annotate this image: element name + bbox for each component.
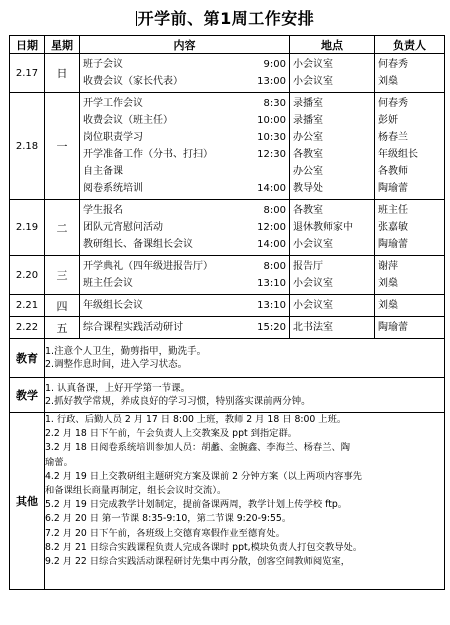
content-line <box>83 180 286 197</box>
person-line <box>378 219 441 236</box>
place-cell <box>290 295 375 317</box>
content-text: 综合课程实践活动研讨 <box>83 322 183 333</box>
row-date: 2.18 <box>10 93 45 200</box>
place-cell-inner <box>290 93 374 199</box>
content-cell-inner <box>80 256 289 294</box>
place-cell <box>290 93 375 200</box>
person-line <box>378 146 441 163</box>
person-cell <box>375 200 445 256</box>
person-text: 杨春兰 <box>378 132 408 143</box>
content-text: 开学工作会议 <box>83 98 143 109</box>
place-text: 各教室 <box>293 205 323 216</box>
time-text: 14:00 <box>257 239 286 250</box>
person-text: 何春秀 <box>378 59 408 70</box>
person-cell <box>375 256 445 295</box>
content-line <box>83 202 286 219</box>
row-weekday: 二 <box>45 200 80 256</box>
person-cell-inner <box>375 317 444 338</box>
row-weekday: 四 <box>45 295 80 317</box>
place-cell-inner <box>290 295 374 316</box>
header-row <box>10 36 445 54</box>
content-line <box>83 129 286 146</box>
content-line <box>83 275 286 292</box>
header-person: 负责人 <box>375 36 445 54</box>
person-text: 谢萍 <box>378 261 398 272</box>
title-text: 开学前、第1周工作安排 <box>137 9 315 28</box>
content-text: 阅卷系统培训 <box>83 183 143 194</box>
person-cell-inner <box>375 256 444 294</box>
row-weekday: 日 <box>45 54 80 93</box>
person-line <box>378 95 441 112</box>
other-label: 其他 <box>10 413 45 590</box>
other-line: 2.2 月 18 日下午前，午会负责人上交教案及 ppt 到指定群。 <box>45 428 298 440</box>
time-text: 8:00 <box>263 261 286 272</box>
time-text <box>246 163 286 180</box>
row-weekday: 一 <box>45 93 80 200</box>
other-line: 8.2 月 21 日综合实践课程负责人完成各课时 ppt,模块负责人打包交教导处。 <box>45 541 363 553</box>
content-text: 岗位职责学习 <box>83 132 143 143</box>
text-cursor <box>136 11 137 26</box>
row-date: 2.21 <box>10 295 45 317</box>
schedule-row <box>10 295 445 317</box>
teaching-label: 教学 <box>10 378 45 413</box>
content-text: 收费会议（家长代表） <box>83 76 183 87</box>
other-line: 7.2 月 20 日下午前，各班级上交德育寒假作业至德育处。 <box>45 527 286 539</box>
place-line <box>293 297 371 314</box>
place-cell-inner <box>290 256 374 294</box>
time-text: 13:00 <box>257 76 286 87</box>
place-line <box>293 112 371 129</box>
content-text: 班子会议 <box>83 59 123 70</box>
content-line <box>83 219 286 236</box>
content-text: 开学典礼（四年级进报告厅） <box>83 261 213 272</box>
time-text: 9:00 <box>263 59 286 70</box>
person-cell <box>375 295 445 317</box>
place-text: 退休教师家中 <box>293 222 353 233</box>
header-date: 日期 <box>10 36 45 54</box>
place-cell <box>290 317 375 339</box>
row-weekday: 五 <box>45 317 80 339</box>
header-weekday: 星期 <box>45 36 80 54</box>
place-line <box>293 146 371 163</box>
person-text: 刘燊 <box>378 278 398 289</box>
person-text: 班主任 <box>378 205 408 216</box>
place-line <box>293 95 371 112</box>
person-line <box>378 163 441 180</box>
place-text: 小会议室 <box>293 239 333 250</box>
content-text: 开学准备工作（分书、打扫） <box>83 149 213 160</box>
teaching-notes <box>45 378 445 413</box>
teaching-line: 2.抓好教学常规，养成良好的学习习惯，特别落实课前两分钟。 <box>45 396 311 407</box>
time-text: 14:00 <box>257 183 286 194</box>
schedule-row <box>10 256 445 295</box>
person-line <box>378 202 441 219</box>
other-line: 瑜蕾。 <box>45 456 73 468</box>
other-notes <box>45 413 445 590</box>
place-text: 办公室 <box>293 132 323 143</box>
place-line <box>293 219 371 236</box>
person-line <box>378 275 441 292</box>
person-text: 陶瑜蕾 <box>378 183 408 194</box>
time-text: 10:30 <box>257 132 286 143</box>
place-line <box>293 319 371 336</box>
time-text: 8:00 <box>263 205 286 216</box>
place-line <box>293 275 371 292</box>
other-line: 3.2 月 18 日阅卷系统培训参加人员：胡蠡、金腕鑫、李海兰、杨春兰、陶 <box>45 442 351 454</box>
schedule-row <box>10 54 445 93</box>
content-line <box>83 297 286 314</box>
time-text: 13:10 <box>257 300 286 311</box>
content-cell <box>80 317 290 339</box>
place-line <box>293 163 371 180</box>
row-date: 2.22 <box>10 317 45 339</box>
row-date: 2.17 <box>10 54 45 93</box>
person-text: 刘燊 <box>378 300 398 311</box>
person-line <box>378 180 441 197</box>
place-line <box>293 180 371 197</box>
place-text: 录播室 <box>293 115 323 126</box>
teaching-line: 1. 认真备课，上好开学第一节课。 <box>45 383 191 394</box>
place-cell-inner <box>290 200 374 255</box>
time-text: 10:00 <box>257 115 286 126</box>
content-text: 团队元宵慰问活动 <box>83 222 163 233</box>
content-line <box>83 146 286 163</box>
place-line <box>293 129 371 146</box>
education-line: 1.注意个人卫生，勤剪指甲，勤洗手。 <box>45 346 207 357</box>
row-weekday: 三 <box>45 256 80 295</box>
content-cell <box>80 256 290 295</box>
person-line <box>378 236 441 253</box>
person-line <box>378 297 441 314</box>
person-line <box>378 129 441 146</box>
education-line: 2.调整作息时间，进入学习状态。 <box>45 359 188 370</box>
teaching-row <box>10 378 445 413</box>
document-title <box>0 6 450 29</box>
education-row <box>10 339 445 378</box>
content-line <box>83 236 286 253</box>
header-content: 内容 <box>80 36 290 54</box>
place-text: 教导处 <box>293 183 323 194</box>
place-text: 录播室 <box>293 98 323 109</box>
person-text: 彭妍 <box>378 115 398 126</box>
person-cell <box>375 317 445 339</box>
education-label: 教育 <box>10 339 45 378</box>
place-line <box>293 236 371 253</box>
content-cell-inner <box>80 295 289 316</box>
place-line <box>293 258 371 275</box>
place-line <box>293 202 371 219</box>
content-cell-inner <box>80 200 289 255</box>
person-line <box>378 73 441 90</box>
other-line: 和备课组长商量再制定，组长会议时交流）。 <box>45 485 227 497</box>
content-cell-inner <box>80 93 289 199</box>
person-cell-inner <box>375 200 444 255</box>
content-text: 自主备课 <box>83 166 123 177</box>
content-line <box>83 73 286 90</box>
place-text: 北书法室 <box>293 322 333 333</box>
content-text: 年级组长会议 <box>83 300 143 311</box>
content-line <box>83 112 286 129</box>
content-line <box>83 163 286 180</box>
place-cell <box>290 54 375 93</box>
person-cell <box>375 54 445 93</box>
content-text: 教研组长、备课组长会议 <box>83 239 193 250</box>
place-text: 小会议室 <box>293 59 333 70</box>
schedule-row <box>10 317 445 339</box>
place-text: 办公室 <box>293 166 323 177</box>
time-text: 12:30 <box>257 149 286 160</box>
other-line: 9.2 月 22 日综合实践活动课程研讨先集中再分散，创客空间教师阅览室， <box>45 556 351 568</box>
content-text: 班主任会议 <box>83 278 133 289</box>
person-text: 陶瑜蕾 <box>378 322 408 333</box>
content-cell <box>80 295 290 317</box>
other-row <box>10 413 445 590</box>
place-cell <box>290 200 375 256</box>
time-text: 12:00 <box>257 222 286 233</box>
content-line <box>83 258 286 275</box>
content-cell <box>80 54 290 93</box>
person-line <box>378 56 441 73</box>
place-cell <box>290 256 375 295</box>
place-line <box>293 73 371 90</box>
place-text: 小会议室 <box>293 76 333 87</box>
person-text: 刘燊 <box>378 76 398 87</box>
content-text: 学生报名 <box>83 205 123 216</box>
person-line <box>378 258 441 275</box>
person-text: 各教师 <box>378 166 408 177</box>
place-cell-inner <box>290 54 374 92</box>
person-text: 年级组长 <box>378 149 418 160</box>
schedule-row <box>10 200 445 256</box>
row-date: 2.20 <box>10 256 45 295</box>
person-cell-inner <box>375 93 444 199</box>
schedule-row <box>10 93 445 200</box>
person-text: 陶瑜蕾 <box>378 239 408 250</box>
content-text: 收费会议（班主任） <box>83 115 173 126</box>
content-line <box>83 95 286 112</box>
person-line <box>378 319 441 336</box>
content-cell-inner <box>80 317 289 338</box>
person-cell-inner <box>375 54 444 92</box>
place-text: 小会议室 <box>293 300 333 311</box>
schedule-table <box>9 35 445 590</box>
content-cell <box>80 200 290 256</box>
other-line: 4.2 月 19 日上交教研组主题研究方案及课前 2 分钟方案（以上两项内容事先 <box>45 470 362 482</box>
other-line: 6.2 月 20 日 第一节课 8:35-9:10，第二节课 9:20-9:55。 <box>45 513 292 525</box>
education-notes <box>45 339 445 378</box>
time-text: 15:20 <box>257 322 286 333</box>
content-cell <box>80 93 290 200</box>
content-line <box>83 319 286 336</box>
other-line: 1. 行政、后勤人员 2 月 17 日 8:00 上班，教师 2 月 18 日 8:00 上班。 <box>45 414 347 425</box>
content-cell-inner <box>80 54 289 92</box>
row-date: 2.19 <box>10 200 45 256</box>
place-text: 小会议室 <box>293 278 333 289</box>
person-text: 张嘉敏 <box>378 222 408 233</box>
other-line: 5.2 月 19 日完成教学计划制定，提前备课两周，教学计划上传学校 ftp。 <box>45 499 348 511</box>
header-place: 地点 <box>290 36 375 54</box>
person-cell-inner <box>375 295 444 316</box>
time-text: 13:10 <box>257 278 286 289</box>
person-cell <box>375 93 445 200</box>
person-text: 何春秀 <box>378 98 408 109</box>
place-line <box>293 56 371 73</box>
place-text: 报告厅 <box>293 261 323 272</box>
place-cell-inner <box>290 317 374 338</box>
person-line <box>378 112 441 129</box>
place-text: 各教室 <box>293 149 323 160</box>
time-text: 8:30 <box>263 98 286 109</box>
content-line <box>83 56 286 73</box>
